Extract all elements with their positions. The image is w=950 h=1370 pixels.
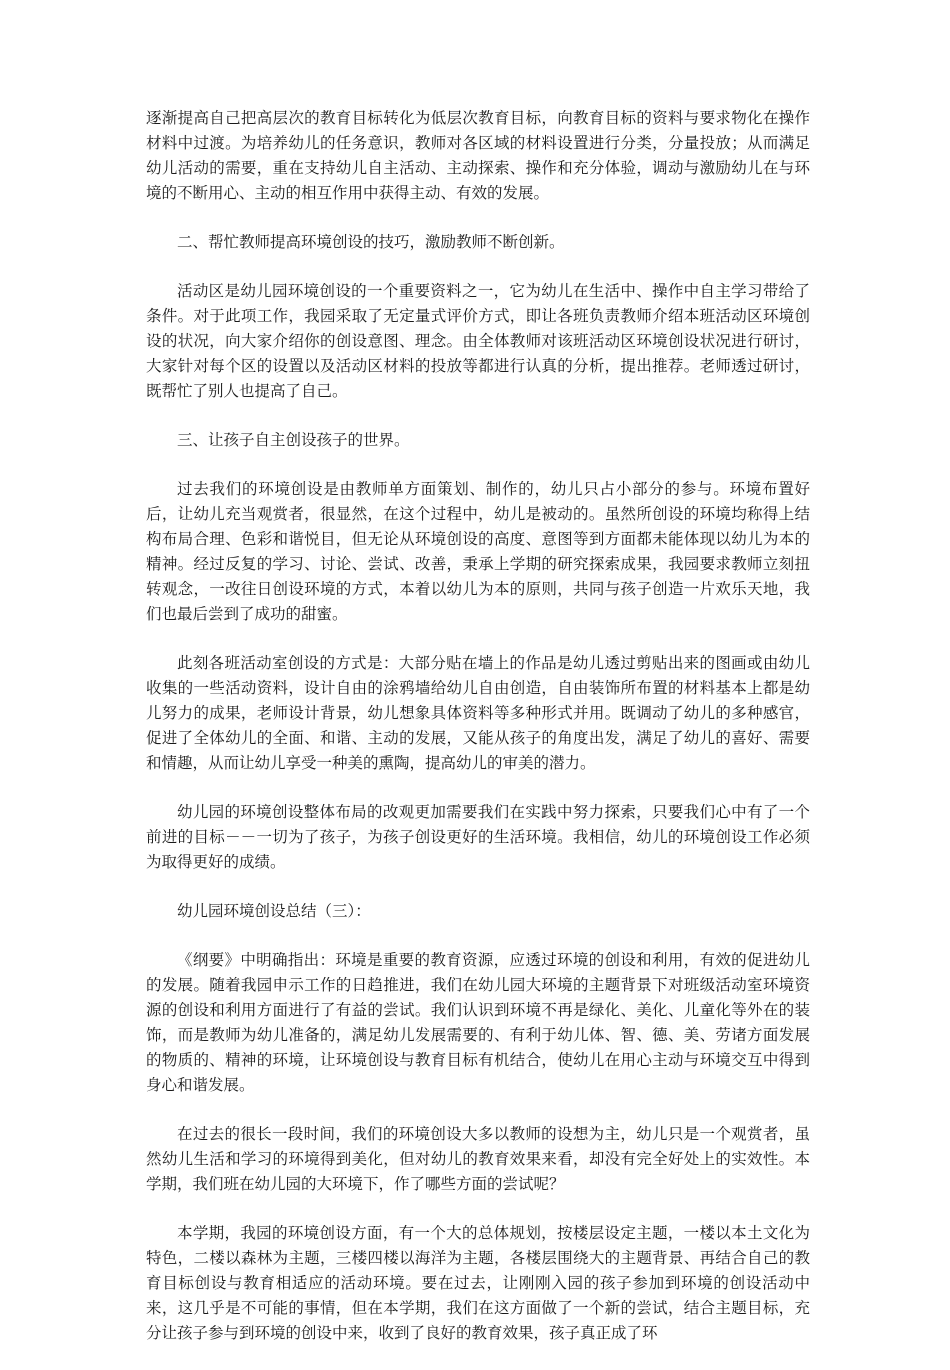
paragraph-past-practice: 在过去的很长一段时间，我们的环境创设大多以教师的设想为主，幼儿只是一个观赏者，虽然幼儿生活和学习的环境得到美化，但对幼儿的教育效果来看，却没有完全好处上的实效性。本学期，我们班在幼儿园的大环境下，作了哪些方面的尝试呢？ — [146, 1125, 810, 1193]
document-body — [146, 106, 810, 1370]
paragraph-outline-quote: 《纲要》中明确指出：环境是重要的教育资源，应透过环境的创设和利用，有效的促进幼儿的发展。随着我园申示工作的日趋推进，我们在幼儿园大环境的主题背景下对班级活动室环境资源的创设和利用方面进行了有益的尝试。我们认识到环境不再是绿化、美化、儿童化等外在的装饰，而是教师为幼儿准备的，满足幼儿发展需要的、有利于幼儿体、智、德、美、劳诸方面发展的物质的、精神的环境，让环境创设与教育目标有机结合，使幼儿在用心主动与环境交互中得到身心和谐发展。 — [146, 951, 810, 1094]
section-heading-three: 三、让孩子自主创设孩子的世界。 — [177, 431, 410, 449]
paragraph-continued-intro: 逐渐提高自己把高层次的教育目标转化为低层次教育目标，向教育目标的资料与要求物化在操作材料中过渡。为培养幼儿的任务意识，教师对各区域的材料设置进行分类，分量投放；从而满足幼儿活动的需要，重在支持幼儿自主活动、主动探索、操作和充分体验，调动与激励幼儿在与环境的不断用心、主动的相互作用中获得主动、有效的发展。 — [146, 109, 810, 202]
paragraph-activity-area: 活动区是幼儿园环境创设的一个重要资料之一，它为幼儿在生活中、操作中自主学习带给了条件。对于此项工作，我园采取了无定量式评价方式，即让各班负责教师介绍本班活动区环境创设的状况，向大家介绍你的创设意图、理念。由全体教师对该班活动区环境创设状况进行研讨，大家针对每个区的设置以及活动区材料的投放等都进行认真的分析，提出推荐。老师透过研讨，既帮忙了别人也提高了自己。 — [146, 282, 810, 400]
section-heading-two: 二、帮忙教师提高环境创设的技巧，激励教师不断创新。 — [177, 233, 565, 251]
paragraph-past-environment: 过去我们的环境创设是由教师单方面策划、制作的，幼儿只占小部分的参与。环境布置好后，让幼儿充当观赏者，很显然，在这个过程中，幼儿是被动的。虽然所创设的环境均称得上结构布局合理、色彩和谐悦目，但无论从环境创设的高度、意图等到方面都未能体现以幼儿为本的精神。经过反复的学习、讨论、尝试、改善，秉承上学期的研究探索成果，我园要求教师立刻扭转观念，一改往日创设环境的方式，本着以幼儿为本的原则，共同与孩子创造一片欢乐天地，我们也最后尝到了成功的甜蜜。 — [146, 480, 810, 623]
paragraph-current-method: 此刻各班活动室创设的方式是：大部分贴在墙上的作品是幼儿透过剪贴出来的图画或由幼儿收集的一些活动资料，设计自由的涂鸦墙给幼儿自由创造，自由装饰所布置的材料基本上都是幼儿努力的成果，老师设计背景，幼儿想象具体资料等多种形式并用。既调动了幼儿的多种感官，促进了全体幼儿的全面、和谐、主动的发展，又能从孩子的角度出发，满足了幼儿的喜好、需要和情趣，从而让幼儿享受一种美的熏陶，提高幼儿的审美的潜力。 — [146, 654, 810, 772]
paragraph-future-goal: 幼儿园的环境创设整体布局的改观更加需要我们在实践中努力探索，只要我们心中有了一个前进的目标－－一切为了孩子，为孩子创设更好的生活环境。我相信，幼儿的环境创设工作必须为取得更好的成绩。 — [146, 803, 810, 871]
summary-three-heading: 幼儿园环境创设总结（三）： — [177, 902, 371, 920]
paragraph-this-semester: 本学期，我园的环境创设方面，有一个大的总体规划，按楼层设定主题，一楼以本土文化为特色，二楼以森林为主题，三楼四楼以海洋为主题，各楼层围绕大的主题背景、再结合自己的教育目标创设与教育相适应的活动环境。要在过去，让刚刚入园的孩子参加到环境的创设活动中来，这几乎是不可能的事情，但在本学期，我们在这方面做了一个新的尝试，结合主题目标，充分让孩子参与到环境的创设中来，收到了良好的教育效果，孩子真正成了环 — [146, 1224, 810, 1342]
